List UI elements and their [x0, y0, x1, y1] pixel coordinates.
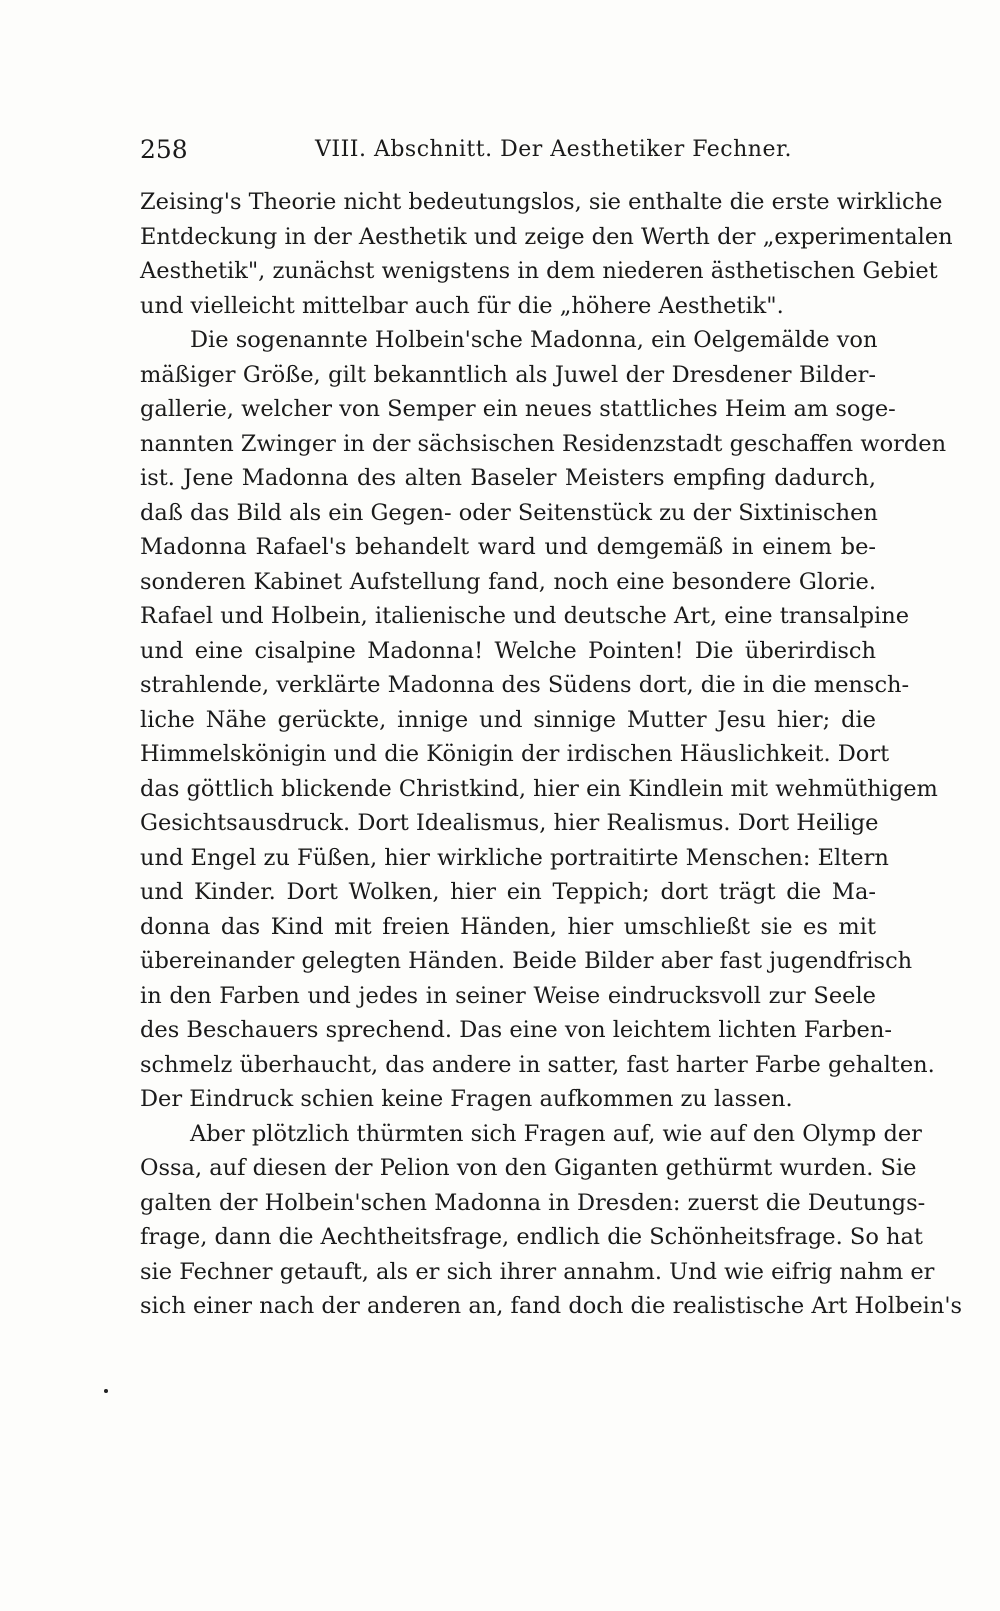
text-line: frage, dann die Aechtheitsfrage, endlich die Schönheitsfrage. So hat — [140, 1224, 923, 1250]
text-line: Madonna Rafael's behandelt ward und demgemäß in einem be- — [140, 534, 876, 560]
text-line: nannten Zwinger in der sächsischen Residenzstadt geschaffen worden — [140, 430, 947, 457]
text-line: sonderen Kabinet Aufstellung fand, noch eine besondere Glorie. — [140, 568, 876, 595]
text-line: sich einer nach der anderen an, fand doch die realistische Art Holbein's — [140, 1293, 963, 1319]
text-line: Rafael und Holbein, italienische und deutsche Art, eine transalpine — [140, 603, 910, 629]
text-line: in den Farben und jedes in seiner Weise eindrucksvoll zur Seele — [140, 982, 876, 1009]
text-line: donna das Kind mit freien Händen, hier umschließt sie es mit — [140, 913, 876, 940]
text-line: Gesichtsausdruck. Dort Idealismus, hier Realismus. Dort Heilige — [140, 810, 879, 836]
text-line: schmelz überhaucht, das andere in satter, fast harter Farbe gehalten. — [140, 1051, 935, 1078]
text-line: und vielleicht mittelbar auch für die „höhere Aesthetik". — [140, 292, 784, 319]
page-number: 258 — [140, 135, 188, 164]
text-line: Entdeckung in der Aesthetik und zeige den Werth der „experimentalen — [140, 223, 953, 250]
text-line: ist. Jene Madonna des alten Baseler Meisters empfing dadurch, — [140, 465, 876, 491]
text-line: Der Eindruck schien keine Fragen aufkommen zu lassen. — [140, 1086, 793, 1112]
paragraph-start-line: Die sogenannte Holbein'sche Madonna, ein Oelgemälde von — [190, 327, 878, 353]
text-line: daß das Bild als ein Gegen- oder Seitenstück zu der Sixtinischen — [140, 499, 878, 526]
text-line: galten der Holbein'schen Madonna in Dresden: zuerst die Deutungs- — [140, 1189, 926, 1216]
text-line: Ossa, auf diesen der Pelion von den Giganten gethürmt wurden. Sie — [140, 1155, 917, 1181]
body-text — [140, 185, 963, 1324]
text-line: Aesthetik", zunächst wenigstens in dem niederen ästhetischen Gebiet — [140, 258, 938, 284]
running-head: VIII. Abschnitt. Der Aesthetiker Fechner. — [315, 137, 793, 162]
text-line: übereinander gelegten Händen. Beide Bilder aber fast jugendfrisch — [140, 948, 913, 974]
text-line: sie Fechner getauft, als er sich ihrer annahm. Und wie eifrig nahm er — [140, 1258, 935, 1285]
text-line: und Kinder. Dort Wolken, hier ein Teppich; dort trägt die Ma- — [140, 879, 876, 905]
text-line: des Beschauers sprechend. Das eine von leichtem lichten Farben- — [140, 1017, 892, 1043]
text-line: Himmelskönigin und die Königin der irdischen Häuslichkeit. Dort — [140, 741, 890, 767]
text-line: Zeising's Theorie nicht bedeutungslos, sie enthalte die erste wirkliche — [140, 189, 943, 215]
text-line: mäßiger Größe, gilt bekanntlich als Juwel der Dresdener Bilder- — [140, 361, 876, 388]
text-line: gallerie, welcher von Semper ein neues stattliches Heim am soge- — [140, 396, 896, 422]
text-line: liche Nähe gerückte, innige und sinnige Mutter Jesu hier; die — [140, 706, 876, 733]
paragraph-start-line: Aber plötzlich thürmten sich Fragen auf, wie auf den Olymp der — [190, 1120, 922, 1147]
page-header — [140, 130, 876, 170]
text-line: strahlende, verklärte Madonna des Südens dort, die in die mensch- — [140, 672, 910, 698]
text-line: und Engel zu Füßen, hier wirkliche portraitirte Menschen: Eltern — [140, 844, 889, 871]
text-line: und eine cisalpine Madonna! Welche Pointen! Die überirdisch — [140, 637, 876, 664]
text-line: das göttlich blickende Christkind, hier ein Kindlein mit wehmüthigem — [140, 775, 938, 802]
scan-speck — [104, 1389, 108, 1393]
